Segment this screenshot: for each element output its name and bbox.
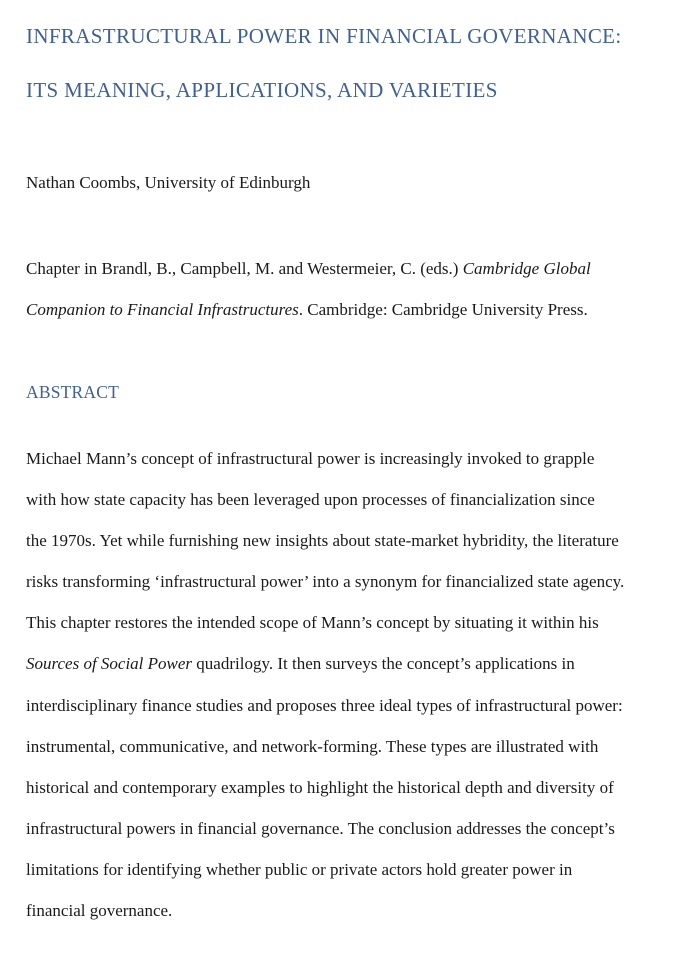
abstract-line: with how state capacity has been leveraged upon processes of financialization since: [26, 490, 595, 510]
citation-line-2: [26, 289, 676, 330]
abstract-line: instrumental, communicative, and network-forming. These types are illustrated with: [26, 736, 599, 756]
abstract-book-title: Sources of Social Power: [26, 654, 193, 674]
abstract-line-6-rest: quadrilogy. It then surveys the concept’s applications in: [192, 654, 575, 674]
author-affiliation: Nathan Coombs, University of Edinburgh: [26, 173, 311, 192]
paper-title-line-1: INFRASTRUCTURAL POWER IN FINANCIAL GOVERNANCE:: [26, 24, 622, 48]
abstract-line: [26, 643, 676, 684]
abstract-line: interdisciplinary finance studies and proposes three ideal types of infrastructural power:: [26, 695, 623, 715]
abstract-body: [26, 438, 676, 931]
citation-suffix: . Cambridge: Cambridge University Press.: [298, 300, 588, 319]
abstract-line: Michael Mann’s concept of infrastructural power is increasingly invoked to grapple: [26, 449, 595, 468]
chapter-citation: [26, 248, 676, 330]
abstract-heading: ABSTRACT: [26, 382, 120, 402]
abstract-line: risks transforming ‘infrastructural power’ into a synonym for financialized state agency.: [26, 572, 625, 592]
paper-title-line-2: ITS MEANING, APPLICATIONS, AND VARIETIES: [26, 78, 498, 102]
abstract-line: This chapter restores the intended scope of Mann’s concept by situating it within his: [26, 613, 599, 633]
citation-prefix: Chapter in Brandl, B., Campbell, M. and Westermeier, C. (eds.): [26, 259, 463, 278]
citation-book-title-part-2: Companion to Financial Infrastructures: [26, 300, 299, 319]
citation-line-1: [26, 248, 676, 289]
abstract-line: financial governance.: [26, 901, 173, 921]
citation-book-title-part-1: Cambridge Global: [462, 259, 591, 278]
abstract-line: the 1970s. Yet while furnishing new insights about state-market hybridity, the literature: [26, 531, 619, 551]
abstract-line: limitations for identifying whether public or private actors hold greater power in: [26, 859, 573, 879]
abstract-line: historical and contemporary examples to highlight the historical depth and diversity of: [26, 777, 614, 797]
abstract-line: infrastructural powers in financial governance. The conclusion addresses the concept’s: [26, 818, 615, 838]
